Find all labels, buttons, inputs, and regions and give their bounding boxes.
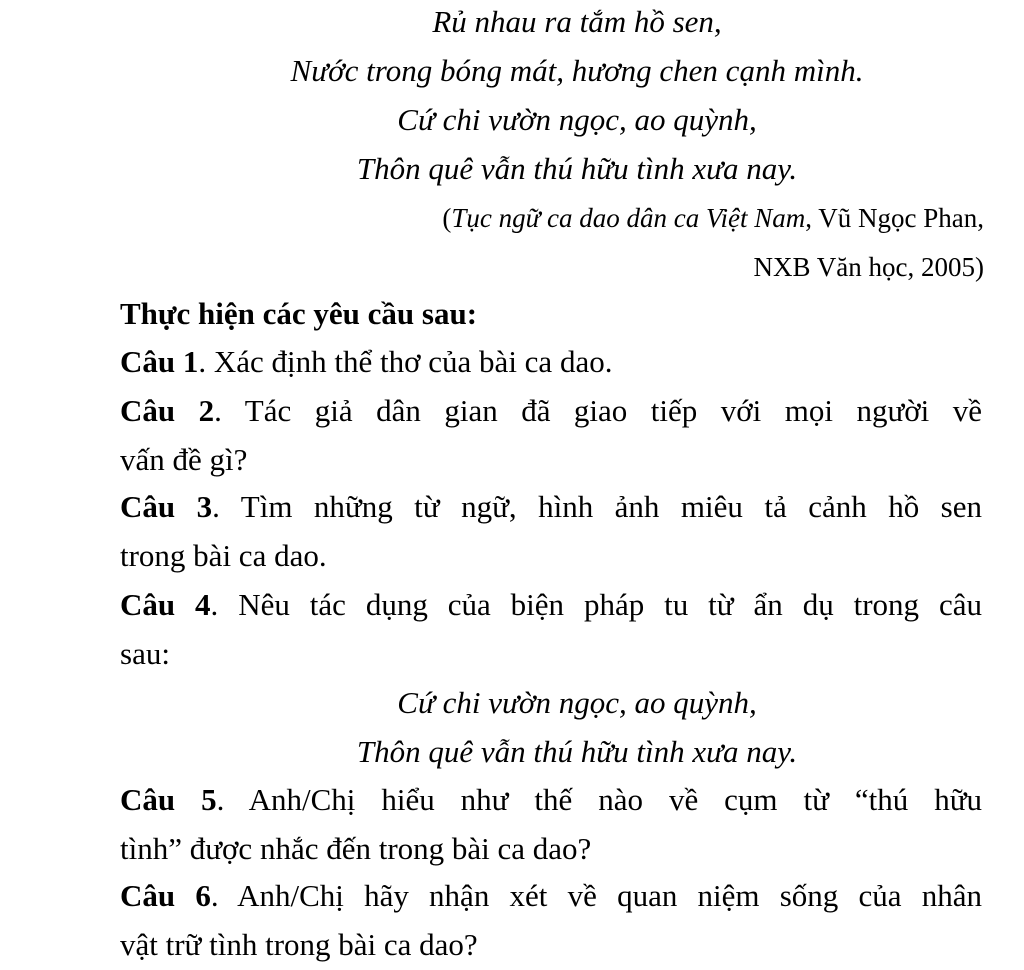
poem-line-1: Rủ nhau ra tắm hồ sen, <box>432 4 722 39</box>
question-6 <box>120 876 982 916</box>
question-6-label: Câu 6 <box>120 878 211 913</box>
question-2 <box>120 391 982 431</box>
source-book-title: Tục ngữ ca dao dân ca Việt Nam <box>451 203 806 233</box>
question-6-continuation: vật trữ tình trong bài ca dao? <box>120 927 478 962</box>
question-3-text: . Tìm những từ ngữ, hình ảnh miêu tả cảnh hồ sen <box>212 489 982 524</box>
question-5-text: . Anh/Chị hiểu như thế nào về cụm từ “thú hữu <box>216 782 982 817</box>
question-1-label: Câu 1 <box>120 344 199 379</box>
quoted-verse-line-2: Thôn quê vẫn thú hữu tình xưa nay. <box>356 734 798 769</box>
source-publisher: NXB Văn học, 2005) <box>753 252 984 282</box>
question-2-continuation: vấn đề gì? <box>120 442 248 477</box>
instructions-heading <box>120 294 990 334</box>
question-5-continuation: tình” được nhắc đến trong bài ca dao? <box>120 831 592 866</box>
question-1-text: . Xác định thể thơ của bài ca dao. <box>198 344 613 379</box>
question-4-continuation: sau: <box>120 636 170 671</box>
instructions-heading-text: Thực hiện các yêu cầu sau: <box>120 296 478 331</box>
source-open-paren: ( <box>442 203 452 233</box>
question-2-label: Câu 2 <box>120 393 215 428</box>
poem-line-4: Thôn quê vẫn thú hữu tình xưa nay. <box>356 151 798 186</box>
question-3-label: Câu 3 <box>120 489 213 524</box>
source-author: , Vũ Ngọc Phan, <box>805 203 984 233</box>
question-1 <box>120 342 990 382</box>
poem-line-2: Nước trong bóng mát, hương chen cạnh mình. <box>290 53 864 88</box>
question-5-label: Câu 5 <box>120 782 217 817</box>
question-6-text: . Anh/Chị hãy nhận xét về quan niệm sống của nhân <box>210 878 982 913</box>
quoted-verse-line-1: Cứ chi vườn ngọc, ao quỳnh, <box>397 685 757 720</box>
question-2-text: . Tác giả dân gian đã giao tiếp với mọi người về <box>214 393 983 428</box>
question-4-label: Câu 4 <box>120 587 211 622</box>
question-3 <box>120 487 982 527</box>
poem-line-3: Cứ chi vườn ngọc, ao quỳnh, <box>397 102 757 137</box>
source-citation <box>442 198 984 238</box>
question-4-text: . Nêu tác dụng của biện pháp tu từ ẩn dụ trong câu <box>210 587 982 622</box>
question-3-continuation: trong bài ca dao. <box>120 538 327 573</box>
question-5 <box>120 780 982 820</box>
question-4 <box>120 585 982 625</box>
